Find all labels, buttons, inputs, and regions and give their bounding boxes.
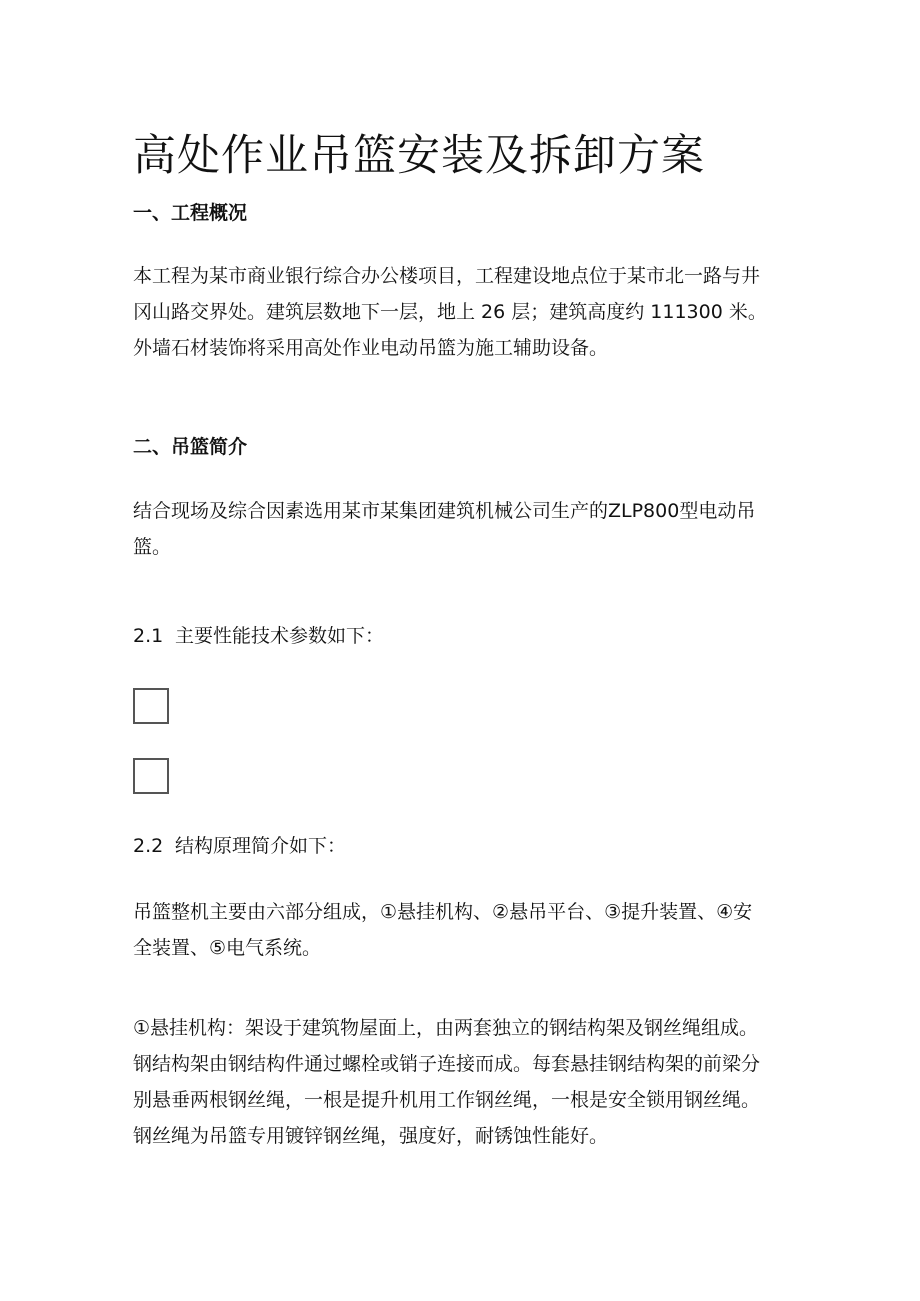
text-line: 钢丝绳为吊篮专用镀锌钢丝绳，强度好，耐锈蚀性能好。 xyxy=(133,1125,609,1147)
subsection-number: 2.2 xyxy=(133,835,164,857)
subsection-2-2 xyxy=(133,831,346,858)
text-line: 结合现场及综合因素选用某市某集团建筑机械公司生产的ZLP800型电动吊 xyxy=(133,500,756,522)
text-line: 篮。 xyxy=(133,536,172,558)
subsection-2-1 xyxy=(133,621,384,648)
text-line: 全装置、⑤电气系统。 xyxy=(133,937,322,959)
paragraph-overview xyxy=(133,258,813,366)
text-line: 别悬垂两根钢丝绳，一根是提升机用工作钢丝绳，一根是安全锁用钢丝绳。 xyxy=(133,1089,761,1111)
subsection-text: 主要性能技术参数如下： xyxy=(175,625,385,647)
text-line: 本工程为某市商业银行综合办公楼项目，工程建设地点位于某市北一路与井 xyxy=(133,265,761,287)
text-line: 钢结构架由钢结构件通过螺栓或销子连接而成。每套悬挂钢结构架的前梁分 xyxy=(133,1053,761,1075)
section-heading-gondola-intro: 二、吊篮简介 xyxy=(133,436,248,458)
section-heading-overview: 一、工程概况 xyxy=(133,202,248,224)
page-title: 高处作业吊篮安装及拆卸方案 xyxy=(133,131,705,181)
text-line: 外墙石材装饰将采用高处作业电动吊篮为施工辅助设备。 xyxy=(133,337,609,359)
text-line: 冈山路交界处。建筑层数地下一层，地上 26 层；建筑高度约 111300 米。 xyxy=(133,301,767,323)
paragraph-gondola-intro xyxy=(133,493,813,565)
text-line: ①悬挂机构：架设于建筑物屋面上，由两套独立的钢结构架及钢丝绳组成。 xyxy=(133,1017,759,1039)
paragraph-components xyxy=(133,894,813,966)
subsection-number: 2.1 xyxy=(133,625,164,647)
text-line: 吊篮整机主要由六部分组成，①悬挂机构、②悬吊平台、③提升装置、④安 xyxy=(133,901,753,923)
image-placeholder-box xyxy=(133,688,169,724)
paragraph-suspension xyxy=(133,1010,813,1154)
subsection-text: 结构原理简介如下： xyxy=(175,835,347,857)
image-placeholder-box xyxy=(133,758,169,794)
